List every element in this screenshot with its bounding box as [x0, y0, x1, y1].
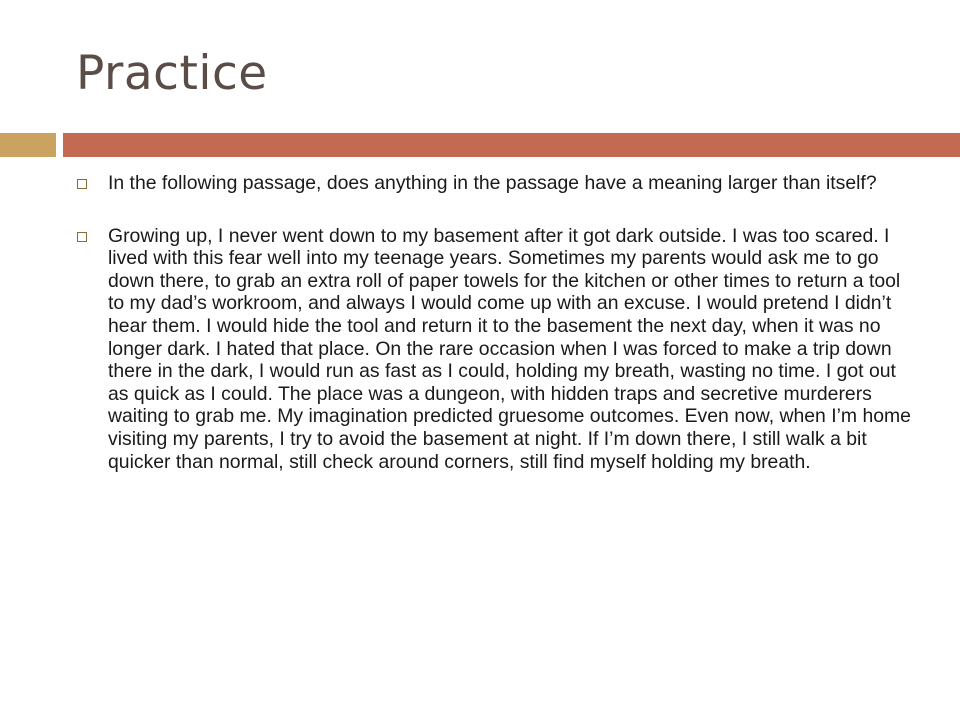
bullet-text: Growing up, I never went down to my basement after it got dark outside. I was too scared. I lived with this fear well into my teenage years. Sometimes my parents would ask me to go down there, to grab an extra roll of paper towels for the kitchen or other times to return a tool to my dad’s workroom, and always I would come up with an excuse. I would pretend I didn’t hear them. I would hide the tool and return it to the basement the next day, when it was no longer dark. I hated that place. On the rare occasion when I was forced to make a trip down there in the dark, I would run as fast as I could, holding my breath, wasting no time. I got out as quick as I could. The place was a dungeon, with hidden traps and secretive murderers waiting to grab me. My imagination predicted gruesome outcomes. Even now, when I’m home visiting my parents, I try to avoid the basement at night. If I’m down there, I still walk a bit quicker than normal, still check around corners, still find myself holding my breath.: [108, 224, 911, 473]
title-divider-gold: [0, 133, 56, 157]
bullet-item-question: [76, 172, 912, 195]
bullet-item-passage: [76, 225, 912, 474]
bullet-list: [76, 172, 912, 503]
bullet-text: In the following passage, does anything in the passage have a meaning larger than itself?: [108, 172, 877, 194]
hollow-square-bullet-icon: [77, 179, 87, 189]
hollow-square-bullet-icon: [77, 232, 87, 242]
title-divider-rust: [63, 133, 960, 157]
slide-title: Practice: [76, 46, 268, 101]
